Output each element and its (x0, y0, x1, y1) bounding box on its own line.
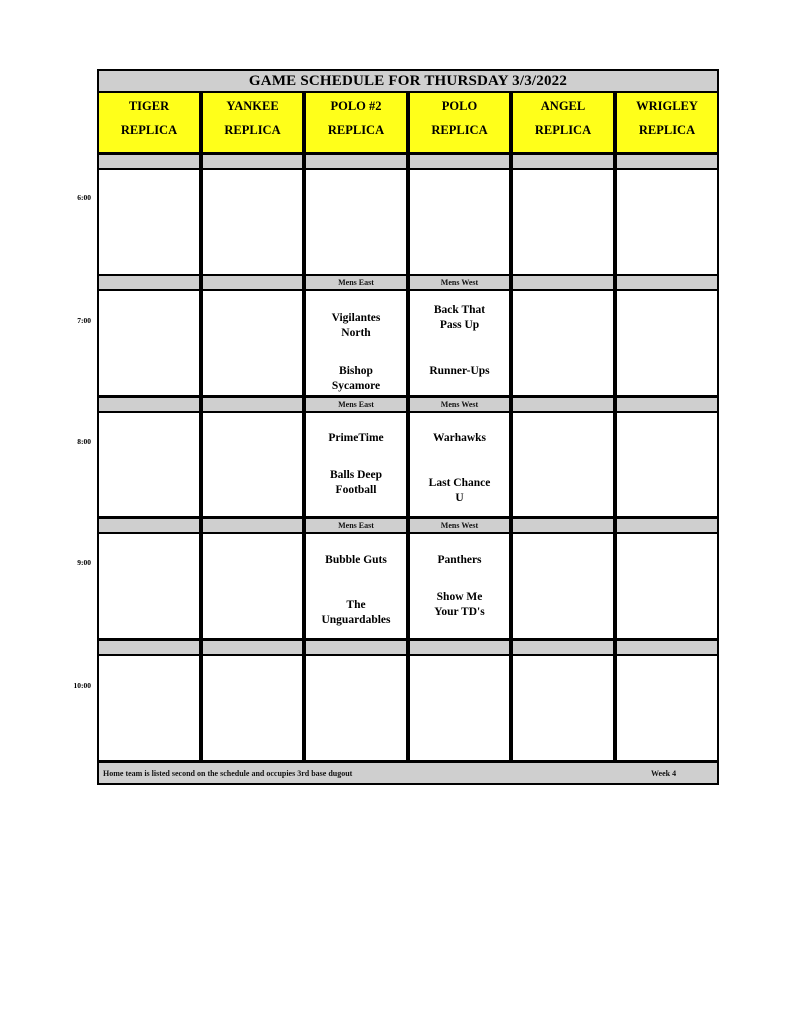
division-label: Mens East (306, 276, 406, 289)
home-team: Balls Deep Football (329, 469, 383, 496)
division-label (617, 641, 717, 654)
field-name: WRIGLEY (636, 99, 698, 113)
game-cell (617, 291, 717, 395)
division-label (617, 398, 717, 411)
division-label: Mens West (410, 398, 509, 411)
game-cell (617, 656, 717, 760)
game-cell (617, 413, 717, 516)
time-label: 7:00 (77, 316, 91, 325)
game-cell (306, 170, 406, 274)
field-header (617, 93, 717, 152)
division-label (513, 155, 613, 168)
game-cell (203, 170, 302, 274)
footer-note: Home team is listed second on the schedule and occupies 3rd base dugout (103, 769, 353, 778)
game-cell (410, 413, 509, 516)
week-label: Week 4 (651, 769, 677, 778)
field-subtitle: REPLICA (431, 123, 488, 137)
game-cell (513, 656, 613, 760)
game-cell (617, 534, 717, 638)
division-label: Mens West (410, 276, 509, 289)
division-label: Mens East (306, 398, 406, 411)
field-name: YANKEE (226, 99, 279, 113)
game-cell (513, 413, 613, 516)
division-label (99, 519, 199, 532)
game-cell (306, 413, 406, 516)
game-cell (410, 656, 509, 760)
field-header (513, 93, 613, 152)
time-label: 8:00 (77, 437, 91, 446)
game-cell (513, 170, 613, 274)
field-subtitle: REPLICA (534, 123, 592, 137)
game-cell (99, 656, 199, 760)
division-label: Mens East (306, 519, 406, 532)
division-label (513, 276, 613, 289)
time-label: 10:00 (73, 681, 91, 690)
game-cell (617, 170, 717, 274)
home-team: Show Me Your TD's (434, 591, 485, 618)
away-team: Back That Pass Up (433, 304, 486, 331)
home-team: The Unguardables (321, 599, 391, 626)
division-label (410, 155, 509, 168)
field-header (410, 93, 509, 152)
game-cell (306, 291, 406, 395)
division-label (99, 641, 199, 654)
schedule-table (97, 69, 719, 785)
game-cell (99, 413, 199, 516)
division-label (617, 276, 717, 289)
field-header (203, 93, 302, 152)
field-name: TIGER (128, 99, 170, 113)
field-subtitle: REPLICA (120, 123, 178, 137)
field-name: POLO #2 (330, 99, 382, 113)
game-cell (203, 413, 302, 516)
game-cell (410, 291, 509, 395)
game-cell (513, 291, 613, 395)
division-label (99, 398, 199, 411)
division-label (203, 276, 302, 289)
game-cell (306, 656, 406, 760)
game-cell (99, 291, 199, 395)
division-label (513, 398, 613, 411)
time-label: 6:00 (77, 193, 91, 202)
footer-bar (99, 763, 717, 783)
field-header (306, 93, 406, 152)
away-team: Warhawks (432, 432, 487, 444)
game-cell (203, 656, 302, 760)
division-label (203, 155, 302, 168)
division-label (306, 641, 406, 654)
game-cell (99, 170, 199, 274)
away-team: Panthers (437, 554, 482, 566)
home-team: Last Chance U (428, 477, 491, 504)
division-label (410, 641, 509, 654)
field-subtitle: REPLICA (638, 123, 696, 137)
division-label (513, 641, 613, 654)
game-cell (99, 534, 199, 638)
game-cell (306, 534, 406, 638)
division-label (617, 519, 717, 532)
field-name: POLO (441, 99, 478, 113)
home-team: Runner-Ups (429, 365, 490, 377)
division-label (513, 519, 613, 532)
schedule-title: GAME SCHEDULE FOR THURSDAY 3/3/2022 (99, 71, 717, 91)
away-team: Vigilantes North (331, 312, 381, 339)
away-team: Bubble Guts (325, 554, 387, 566)
field-header (99, 93, 199, 152)
division-label (99, 155, 199, 168)
division-label (203, 519, 302, 532)
game-cell (410, 534, 509, 638)
field-subtitle: REPLICA (327, 123, 385, 137)
game-cell (203, 534, 302, 638)
division-label (203, 641, 302, 654)
division-label (306, 155, 406, 168)
division-label (617, 155, 717, 168)
home-team: Bishop Sycamore (331, 365, 381, 392)
division-label (203, 398, 302, 411)
game-cell (513, 534, 613, 638)
field-name: ANGEL (540, 99, 586, 113)
division-label: Mens West (410, 519, 509, 532)
game-cell (203, 291, 302, 395)
game-cell (410, 170, 509, 274)
time-label: 9:00 (77, 558, 91, 567)
away-team: PrimeTime (328, 432, 384, 444)
division-label (99, 276, 199, 289)
field-subtitle: REPLICA (224, 123, 281, 137)
